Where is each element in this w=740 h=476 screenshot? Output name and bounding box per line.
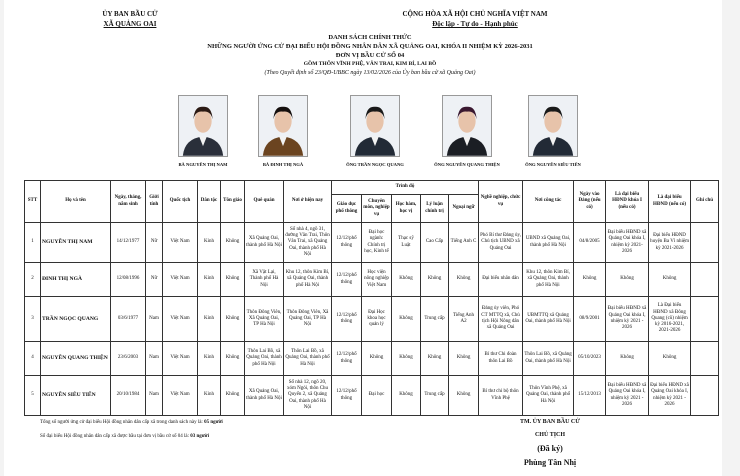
table-cell: Không	[221, 263, 245, 297]
table-cell: Số nhà 12, ngõ 20, xóm Ngói, thôn Chu Quyến 2, xã Quảng Oai, thành phố Hà Nội	[284, 376, 332, 416]
table-cell: Thôn Lai Bồ, xã Quảng Oai, thành phố Hà Nội	[284, 342, 332, 376]
table-cell: Việt Nam	[163, 376, 198, 416]
candidate-photo	[258, 95, 308, 157]
total-label: Tổng số người ứng cử đại biểu Hội đồng nhân dân cấp xã trong danh sách này là:	[40, 420, 205, 425]
seats-count	[40, 434, 209, 439]
table-cell: 3	[25, 297, 41, 342]
table-cell: Khu 12, thôn Kim Bí, xã Quảng Oai, thành phố Hà Nội	[284, 263, 332, 297]
table-cell: UBMTTQ xã Quảng Oai, thành phố Hà Nội	[523, 297, 574, 342]
table-cell: 04/8/2005	[574, 223, 606, 263]
table-cell: Bí thư chi bộ thôn Vĩnh Phệ	[479, 376, 523, 416]
table-cell: 1	[25, 223, 41, 263]
candidate-photo-caption: BÀ ĐINH THỊ NGÀ	[262, 162, 304, 167]
table-cell: Không	[392, 342, 421, 376]
table-cell: Kinh	[198, 297, 221, 342]
table-cell: Đại học	[362, 376, 392, 416]
issuer-line2: XÃ QUẢNG OAI	[103, 20, 157, 28]
table-cell: UBND xã Quảng Oai, thành phố Hà Nội	[523, 223, 574, 263]
table-cell: Kinh	[198, 342, 221, 376]
table-cell: Không	[392, 263, 421, 297]
header-politics: Lý luận chính trị	[421, 195, 449, 223]
header-degree: Học hàm, học vị	[392, 195, 421, 223]
header-hdnd: Là đại biểu HĐND (nếu có)	[649, 181, 691, 223]
header-khoa1: Là đại biểu HĐND khóa I (nếu có)	[606, 181, 649, 223]
table-cell: Là Đại biểu HĐND xã Đông Quang (cũ) nhiệm kỳ 2016-2021, 2021-2026	[649, 297, 691, 342]
table-cell: Không	[449, 342, 479, 376]
header-note: Ghi chú	[691, 181, 719, 223]
table-row	[25, 263, 719, 297]
table-cell: Đại biểu nhân dân	[479, 263, 523, 297]
table-cell: Nam	[146, 297, 163, 342]
table-cell: 15/12/2013	[574, 376, 606, 416]
table-cell: Không	[221, 297, 245, 342]
issuer-line1: ỦY BAN BẦU CỬ	[102, 10, 158, 18]
header-dob: Ngày, tháng, năm sinh	[111, 181, 146, 223]
header-hometown: Quê quán	[245, 181, 284, 223]
table-cell: 12/12/phổ thông	[332, 297, 362, 342]
table-cell: Không	[606, 342, 649, 376]
table-cell: Đại biểu HĐND xã Quảng Oai khóa I, nhiệm kỳ 2021-2026	[606, 223, 649, 263]
candidate-photo-caption: ÔNG TRẦN NGỌC QUANG	[346, 162, 404, 167]
table-cell: Đảng ủy viên, Phó CT MTTQ xã, Chủ tịch Hội Nông dân xã Quảng Oai	[479, 297, 523, 342]
table-cell: 08/9/2001	[574, 297, 606, 342]
table-cell: Không	[649, 342, 691, 376]
table-cell: Cao Cấp	[421, 223, 449, 263]
table-cell: Học viện nông nghiệp Việt Nam	[362, 263, 392, 297]
table-cell: 23/6/2003	[111, 342, 146, 376]
header-name: Họ và tên	[41, 181, 111, 223]
table-cell: Thôn Đông Viên, Xã Quảng Oai, TP Hà Nội	[245, 297, 284, 342]
table-cell: Việt Nam	[163, 263, 198, 297]
table-cell: NGUYỄN QUANG THIỆN	[41, 342, 111, 376]
title-line1: DANH SÁCH CHÍNH THỨC	[328, 34, 412, 41]
candidate-photo-caption: ÔNG NGUYỄN QUANG THIỆN	[434, 162, 500, 167]
table-cell: Kinh	[198, 376, 221, 416]
table-cell: 12/12/phổ thông	[332, 263, 362, 297]
national-line1: CỘNG HÒA XÃ HỘI CHỦ NGHĨA VIỆT NAM	[402, 10, 548, 18]
table-cell: Số nhà 4, ngõ 31, đường Vân Trai, Thôn Vân Trai, xã Quảng Oai, thành phố Hà Nội	[284, 223, 332, 263]
table-cell: Việt Nam	[163, 297, 198, 342]
header-gender: Giới tính	[146, 181, 163, 223]
table-row	[25, 342, 719, 376]
header-ethnic: Dân tộc	[198, 181, 221, 223]
table-cell: Không	[221, 342, 245, 376]
header-religion: Tôn giáo	[221, 181, 245, 223]
title-line2: NHỮNG NGƯỜI ỨNG CỬ ĐẠI BIỂU HỘI ĐỒNG NHÂN DÂN XÃ QUẢNG OAI, KHÓA II NHIỆM KỲ 2026-2031	[207, 43, 533, 50]
table-cell: Thôn Lai Bồ, xã Quảng Oai, thành phố Hà Nội	[523, 342, 574, 376]
candidate-photo	[442, 95, 492, 157]
table-cell	[691, 376, 719, 416]
header-specialty: Chuyên môn, nghiệp vụ	[362, 195, 392, 223]
table-row	[25, 223, 719, 263]
table-cell: Trung cấp	[421, 376, 449, 416]
table-cell: Nam	[146, 342, 163, 376]
table-cell: 20/10/1984	[111, 376, 146, 416]
table-row	[25, 297, 719, 342]
table-cell: Không	[449, 376, 479, 416]
table-cell: 4	[25, 342, 41, 376]
table-cell: ĐINH THỊ NGÀ	[41, 263, 111, 297]
table-cell: Đại biểu HĐND huyện Ba Vì nhiệm kỳ 2021-2026	[649, 223, 691, 263]
table-cell	[691, 342, 719, 376]
table-cell: Xã Quảng Oai, thành phố Hà Nội	[245, 223, 284, 263]
header-education: Giáo dục phổ thông	[332, 195, 362, 223]
seats-value: 03 người	[190, 434, 209, 439]
signature-org: TM. ỦY BAN BẦU CỬ	[519, 419, 581, 425]
title-line5: (Theo Quyết định số 23/QĐ-UBBC ngày 13/02/2026 của Ủy ban bầu cử xã Quảng Oai)	[264, 70, 476, 76]
table-cell: Tiếng Anh C	[449, 223, 479, 263]
table-cell: 12/12/phổ thông	[332, 223, 362, 263]
signature-title: CHỦ TỊCH	[534, 432, 566, 438]
table-cell: Việt Nam	[163, 342, 198, 376]
table-cell: Tiếng Anh A2	[449, 297, 479, 342]
table-cell: Không	[392, 376, 421, 416]
table-cell	[691, 297, 719, 342]
table-cell: Thôn Vĩnh Phệ, xã Quảng Oai, thành phố Hà Nội	[523, 376, 574, 416]
table-cell: Không	[574, 263, 606, 297]
header-trinh-do: Trình độ	[332, 181, 479, 195]
header-nationality: Quốc tịch	[163, 181, 198, 223]
table-cell: Không	[221, 376, 245, 416]
table-cell: TRẦN NGỌC QUANG	[41, 297, 111, 342]
table-cell: Không	[449, 263, 479, 297]
table-cell: NGUYỄN THỊ NAM	[41, 223, 111, 263]
national-header	[380, 9, 570, 29]
candidate-photo-caption: ÔNG NGUYỄN SIÊU TIẾN	[525, 162, 581, 167]
table-cell: Không	[606, 263, 649, 297]
table-cell: Bí thư Chi đoàn thôn Lai Bồ	[479, 342, 523, 376]
table-cell: Không	[421, 263, 449, 297]
total-value: 05 người	[204, 420, 223, 425]
candidate-photo	[350, 95, 400, 157]
table-cell: Nữ	[146, 223, 163, 263]
table-cell: Không	[649, 263, 691, 297]
table-cell: Khu 12, thôn Kim Bí, xã Quảng Oai, thành phố Hà Nội	[523, 263, 574, 297]
table-cell: 12/12/phổ thông	[332, 342, 362, 376]
table-cell: Không	[421, 342, 449, 376]
signer-name: Phùng Tân Nhị	[523, 458, 577, 467]
candidate-photo-caption: BÀ NGUYỄN THỊ NAM	[178, 162, 228, 167]
header-workplace: Nơi công tác	[523, 181, 574, 223]
candidate-table	[24, 180, 719, 416]
table-cell: Đại biểu HĐND xã Quảng Oai khóa I, nhiệm kỳ 2021 - 2026	[649, 376, 691, 416]
table-cell	[691, 263, 719, 297]
header-party: Ngày vào Đảng (nếu có)	[574, 181, 606, 223]
table-cell	[691, 223, 719, 263]
table-cell: 12/12/phổ thông	[332, 376, 362, 416]
issuer-header	[80, 9, 180, 29]
candidate-photo	[178, 95, 228, 157]
candidate-photo	[528, 95, 578, 157]
table-cell: Xã Quảng Oai, thành phố Hà Nội	[245, 376, 284, 416]
table-cell: 2	[25, 263, 41, 297]
table-cell: Đại biểu HĐND xã Quảng Oai khóa I, nhiệm kỳ 2021 - 2026	[606, 297, 649, 342]
table-cell: Thôn Đông Viên, Xã Quảng Oai, TP Hà Nội	[284, 297, 332, 342]
table-cell: Không	[392, 297, 421, 342]
header-language: Ngoại ngữ	[449, 195, 479, 223]
table-cell: Nam	[146, 376, 163, 416]
table-cell: Phó Bí thư Đảng ủy, Chủ tịch UBND xã Quảng Oai	[479, 223, 523, 263]
table-cell: Kinh	[198, 223, 221, 263]
table-cell: Thạc sỹ Luật	[392, 223, 421, 263]
title-line3: ĐƠN VỊ BẦU CỬ SỐ 04	[335, 52, 405, 59]
table-cell: Trung cấp	[421, 297, 449, 342]
table-cell: Xã Vật Lại, Thành phố Hà Nội	[245, 263, 284, 297]
seats-label: Số đại biểu Hội đồng nhân dân cấp xã được bầu tại đơn vị bầu cử số 04 là:	[40, 434, 191, 439]
table-cell: Nữ	[146, 263, 163, 297]
table-cell: Đại biểu HĐND xã Quảng Oai khóa I, nhiệm kỳ 2021 - 2026	[606, 376, 649, 416]
table-cell: Thôn Lai Bồ, xã Quảng Oai, thành phố Hà Nội	[245, 342, 284, 376]
table-cell: Không	[221, 223, 245, 263]
title-line4: GỒM THÔN VĨNH PHỆ, VÂN TRAI, KIM BÍ, LAI BỒ	[303, 61, 437, 67]
total-candidates	[40, 420, 223, 425]
table-cell: 03/6/1977	[111, 297, 146, 342]
document-title	[0, 33, 740, 78]
table-cell: Việt Nam	[163, 223, 198, 263]
header-stt: STT	[25, 181, 41, 223]
table-cell: Đại học ngành: Chính trị học, Kinh tế	[362, 223, 392, 263]
header-residence: Nơi ở hiện nay	[284, 181, 332, 223]
national-motto: Độc lập - Tự do - Hạnh phúc	[432, 20, 518, 28]
table-row	[25, 376, 719, 416]
table-cell: Kinh	[198, 263, 221, 297]
table-cell: NGUYỄN SIÊU TIẾN	[41, 376, 111, 416]
table-cell: 12/08/1996	[111, 263, 146, 297]
header-job: Nghề nghiệp, chức vụ	[479, 181, 523, 223]
table-cell: 5	[25, 376, 41, 416]
table-cell: Không	[362, 342, 392, 376]
table-cell: 14/12/1977	[111, 223, 146, 263]
table-cell: 05/10/2023	[574, 342, 606, 376]
signed-note: (Đã ký)	[537, 444, 563, 453]
table-cell: Đại Học khoa học quản lý	[362, 297, 392, 342]
